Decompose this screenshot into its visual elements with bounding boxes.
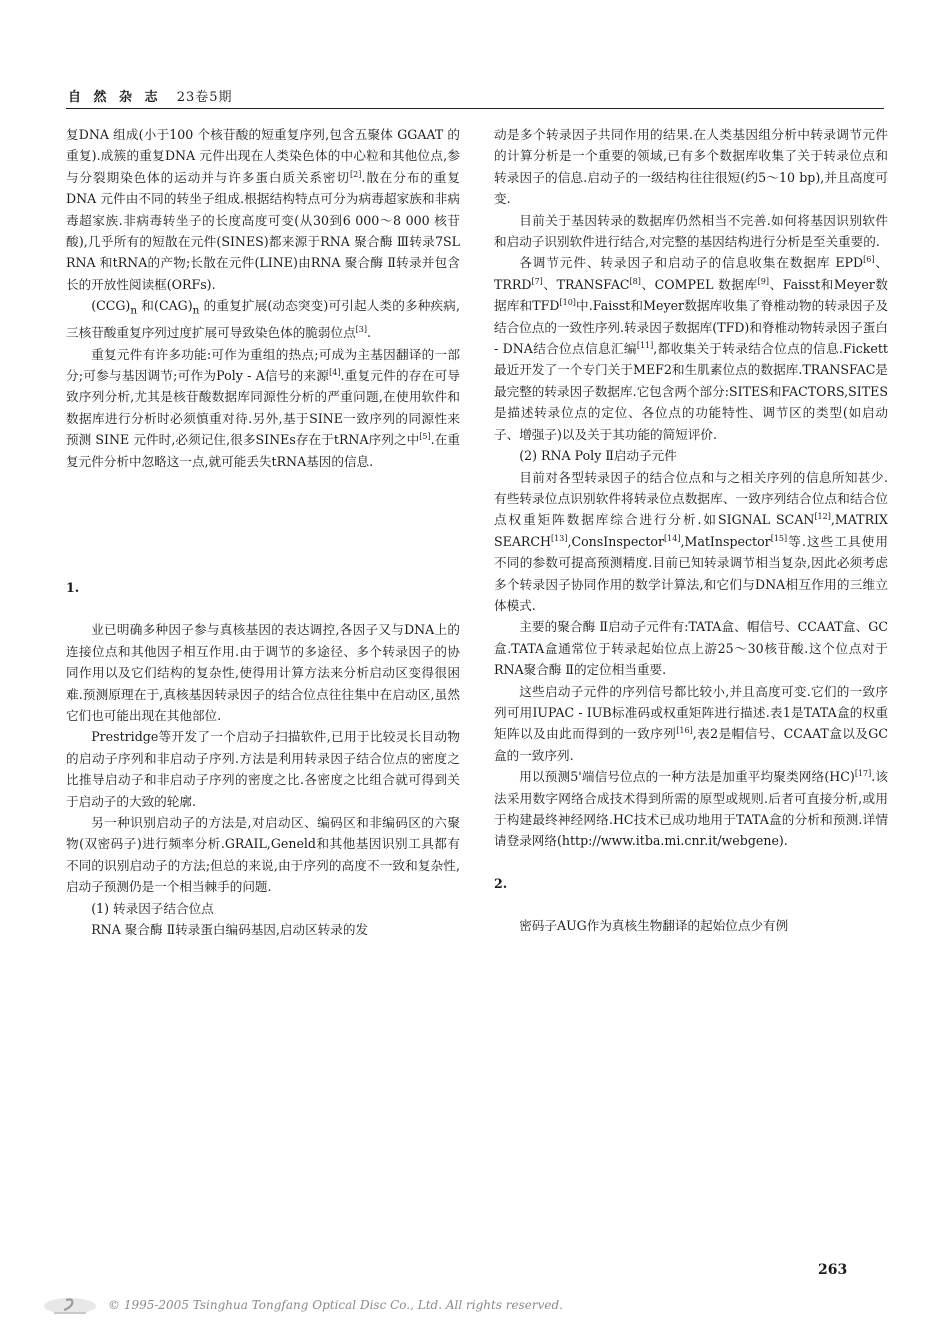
blank-line — [66, 535, 460, 556]
publisher-logo-icon — [40, 1294, 100, 1316]
footer — [40, 1294, 600, 1318]
paragraph: (2) RNA Poly Ⅱ启动子元件 — [519, 448, 677, 464]
blank-line — [66, 514, 460, 535]
blank-line — [66, 472, 460, 493]
section-heading: 2. — [494, 875, 508, 891]
blank-line — [66, 556, 460, 577]
paragraph: 动是多个转录因子共同作用的结果.在人类基因组分析中转录调节元件的计算分析是一个重要的领域,已有多个数据库收集了关于转录位点和转录因子的信息.启动子的一级结构往往很短(约5～10 bp),并且高度可变. — [494, 127, 888, 207]
blank-line — [494, 852, 888, 873]
paragraph: 复DNA 组成(小于100 个核苷酸的短重复序列,包含五聚体 GGAAT 的重复).成簇的重复DNA 元件出现在人类染色体的中心粒和其他位点,参与分裂期染色体的运动并与许多蛋白质关系密切[2].散在分布的重复DNA 元件由不同的转坐子组成.根据结构特点可分为病毒超家族和非病毒超家族.非病毒转坐子的长度高度可变(从30到6 000～8 000 核苷酸),几乎所有的短散在元件(SINES)都来源于RNA 聚合酶 Ⅲ转录7SL RNA 和tRNA的产物;长散在元件(LINE)由RNA 聚合酶 Ⅱ转录并包含长的开放性阅读框(ORFs). — [66, 127, 460, 292]
paragraph: 业已明确多种因子参与真核基因的表达调控,各因子又与DNA上的连接位点和其他因子相互作用.由于调节的多途径、多个转录因子的协同作用以及它们结构的复杂性,使得用计算方法来分析启动区变得很困难.预测原理在于,真核基因转录因子的结合位点往往集中在启动区,虽然它们也可能出现在其他部位. — [66, 622, 460, 724]
paragraph: 这些启动子元件的序列信号都比较小,并且高度可变.它们的一致序列可用IUPAC - IUB标准码或权重矩阵进行描述.表1是TATA盒的权重矩阵以及由此而得到的一致序列[16],表2是帽信号、CCAAT盒以及GC盒的一致序列. — [494, 683, 889, 763]
paragraph: RNA 聚合酶 Ⅱ转录蛋白编码基因,启动区转录的发 — [91, 922, 369, 938]
paragraph: (1) 转录因子结合位点 — [91, 900, 214, 916]
copyright-notice: © 1995-2005 Tsinghua Tongfang Optical Disc Co., Ltd. All rights reserved. — [108, 1298, 563, 1312]
paragraph: 各调节元件、转录因子和启动子的信息收集在数据库 EPD[6]、TRRD[7]、TRANSFAC[8]、COMPEL 数据库[9]、Faisst和Meyer数据库和TFD[10]中.Faisst和Meyer数据库收集了脊椎动物的转录因子及结合位点的一致性序列.转录因子数据库(TFD)和脊椎动物转录因子蛋白 - DNA结合位点信息汇编[11],都收集关于转录结合位点的信息.Fickett最近开发了一个专门关于MEF2和生肌素位点的数据库.TRANSFAC是最完整的转录因子数据库.它包含两个部分:SITES和FACTORS,SITES是描述转录位点的定位、各位点的功能特性、调节区的类型(如启动子、增强子)以及关于其功能的简短评价. — [494, 255, 888, 442]
journal-name: 自 然 杂 志 — [68, 90, 162, 105]
blank-line — [494, 894, 888, 915]
paragraph: 主要的聚合酶 Ⅱ启动子元件有:TATA盒、帽信号、CCAAT盒、GC盒.TATA盒通常位于转录起始位点上游25～30核苷酸.这个位点对于RNA聚合酶 Ⅱ的定位相当重要. — [494, 619, 888, 678]
paragraph: 重复元件有许多功能:可作为重组的热点;可成为主基因翻译的一部分;可参与基因调节;可作为Poly - A信号的来源[4].重复元件的存在可导致序列分析,尤其是核苷酸数据库同源性分析的严重问题,在使用软件和数据库进行分析时必须慎重对待.另外,基于SINE一致序列的同源性来预测 SINE 元件时,必须记住,很多SINEs存在于tRNA序列之中[5].在重复元件分析中忽略这一点,就可能丢失tRNA基因的信息. — [66, 346, 460, 469]
issue-label: 23卷5期 — [176, 90, 233, 105]
running-header — [68, 86, 233, 105]
paragraph: 另一种识别启动子的方法是,对启动区、编码区和非编码区的六聚物(双密码子)进行频率分析.GRAIL,Geneld和其他基因识别工具都有不同的识别启动子的方法;但总的来说,由于序列的高度不一致和复杂性,启动子预测仍是一个相当棘手的问题. — [66, 815, 460, 895]
paragraph: $(CCG)_n$ 和$(CAG)_n$ 的重复扩展(动态突变)可引起人类的多种疾病,三核苷酸重复序列过度扩展可导致染色体的脆弱位点[3]. — [66, 298, 460, 341]
paragraph: 目前对各型转录因子的结合位点和与之相关序列的信息所知甚少.有些转录位点识别软件将转录位点数据库、一致序列结合位点和结合位点权重矩阵数据库综合进行分析.如SIGNAL SCAN[12],MATRIX SEARCH[13],ConsInspector[14],MatInspector[15]等.这些工具使用不同的参数可提高预测精度.目前已知转录调节相当复杂,因此必须考虑多个转录因子协同作用的数学计算法,和它们与DNA相互作用的三维立体模式. — [494, 469, 888, 613]
paragraph: 目前关于基因转录的数据库仍然相当不完善.如何将基因识别软件和启动子识别软件进行结合,对完整的基因结构进行分析是至关重要的. — [494, 212, 888, 250]
page-number: 263 — [818, 1262, 848, 1278]
paragraph: Prestridge等开发了一个启动子扫描软件,已用于比较灵长目动物的启动子序列和非启动子序列.方法是利用转录因子结合位点的密度之比推导启动子和非启动子序列的密度之比.各密度之比组合就可得到关于启动子的大致的轮廓. — [66, 729, 460, 809]
header-rule — [66, 108, 884, 109]
paragraph: 密码子AUG作为真核生物翻译的起始位点少有例 — [519, 918, 789, 934]
paragraph: 用以预测5'端信号位点的一种方法是加重平均聚类网络(HC)[17].该法采用数字网络合成技术得到所需的原型或规则.后者可直接分析,或用于构建最终神经网络.HC技术已成功地用于TATA盒的分析和预测.详情请登录网络(http://www.itba.mi.cnr.it/webgene). — [494, 769, 888, 849]
section-heading: 1. — [66, 580, 80, 596]
blank-line — [66, 493, 460, 514]
left-column — [66, 124, 460, 941]
right-column — [494, 124, 888, 937]
blank-line — [66, 598, 460, 619]
